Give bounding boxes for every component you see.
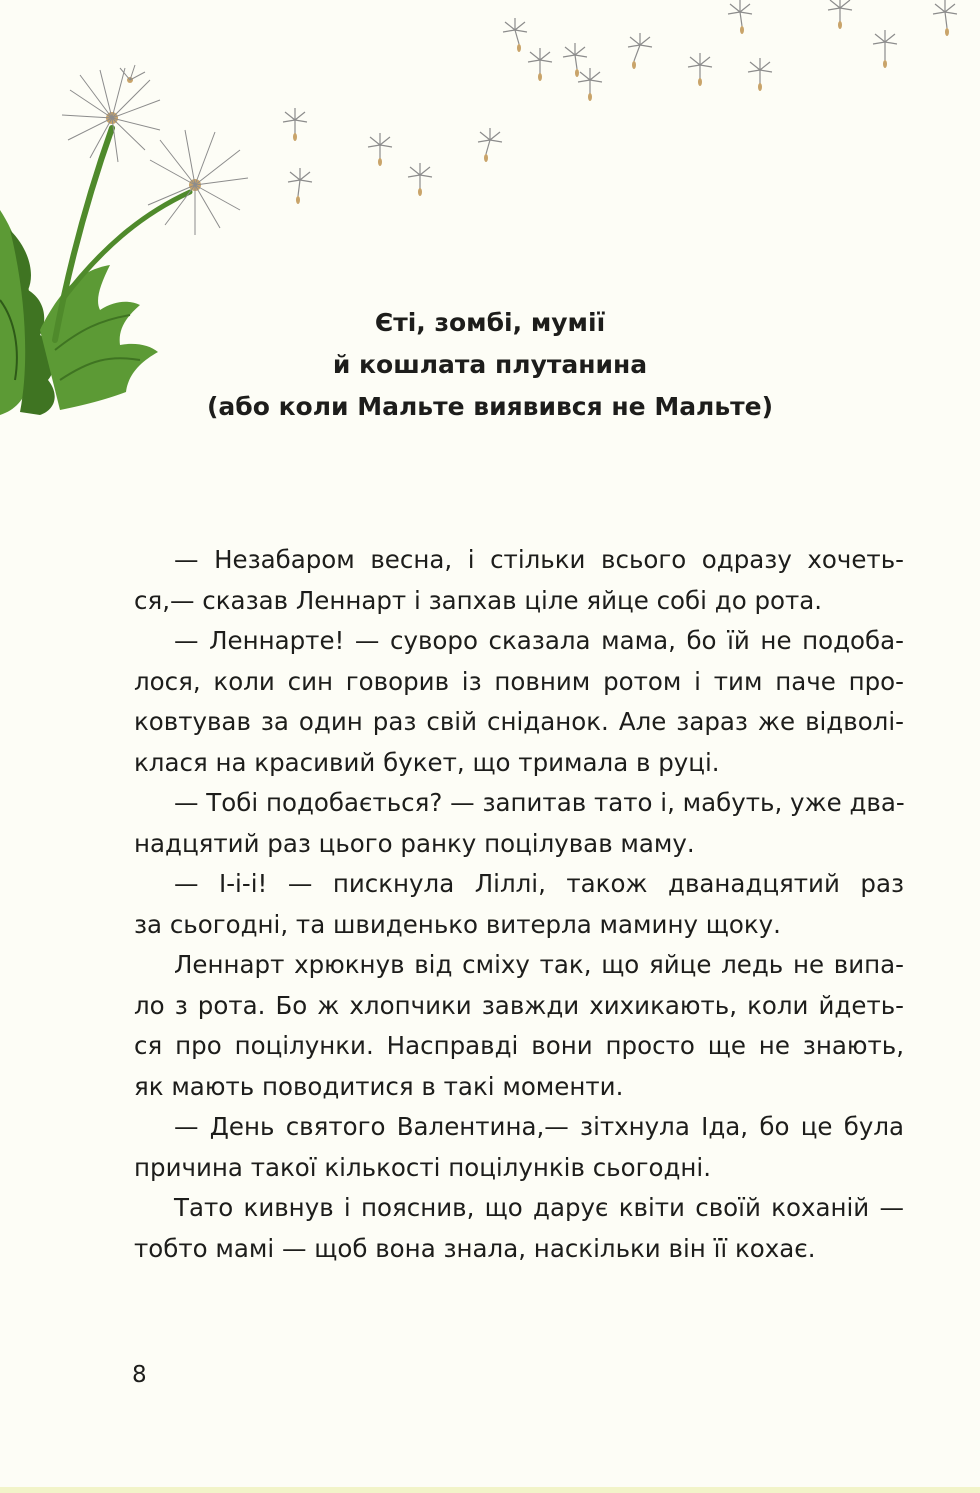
page-number: 8 — [132, 1362, 147, 1388]
text-line: — Леннарте! — суворо сказала мама, бо їй не подоба- — [174, 626, 904, 655]
chapter-title — [0, 302, 980, 428]
text-line: лося, коли син говорив із повним ротом і тим паче про- — [134, 666, 904, 696]
text-line: — Незабаром весна, і стільки всього одразу хочеть- — [174, 545, 904, 574]
text-line: ся,— сказав Леннарт і запхав ціле яйце собі до рота. — [134, 585, 823, 615]
text-line: за сьогодні, та швиденько витерла мамину щоку. — [134, 909, 781, 939]
text-line: — Тобі подобається? — запитав тато і, мабуть, уже два- — [174, 788, 905, 817]
text-line: ся про поцілунки. Насправді вони просто ще не знають, — [134, 1031, 904, 1060]
text-line: як мають поводитися в такі моменти. — [134, 1071, 624, 1101]
text-line: надцятий раз цього ранку поцілував маму. — [134, 828, 695, 858]
text-line: — І-і-і! — пискнула Ліллі, також дванадцятий раз — [174, 869, 904, 898]
text-line: ло з рота. Бо ж хлопчики завжди хихикають, коли йдеть- — [134, 990, 904, 1020]
text-line: тобто мамі — щоб вона знала, наскільки він її кохає. — [134, 1233, 816, 1263]
text-line: ковтував за один раз свій сніданок. Але зараз же відволі- — [134, 707, 904, 736]
text-line: причина такої кількості поцілунків сьогодні. — [134, 1152, 712, 1182]
chapter-title-line-1: Єті, зомбі, мумії — [374, 308, 606, 337]
text-line: Леннарт хрюкнув від сміху так, що яйце ледь не випа- — [174, 950, 904, 979]
text-line: клася на красивий букет, що тримала в руці. — [134, 747, 720, 777]
chapter-title-line-2: й кошлата плутанина — [332, 350, 648, 379]
text-line: Тато кивнув і пояснив, що дарує квіти своїй коханій — — [174, 1193, 904, 1222]
page-bottom-edge — [0, 1487, 980, 1493]
chapter-body-text — [134, 540, 904, 1269]
flying-seeds-icon — [283, 0, 957, 204]
chapter-title-line-3: (або коли Мальте виявився не Мальте) — [206, 392, 774, 421]
text-line: — День святого Валентина,— зітхнула Іда, бо це була — [174, 1112, 904, 1141]
